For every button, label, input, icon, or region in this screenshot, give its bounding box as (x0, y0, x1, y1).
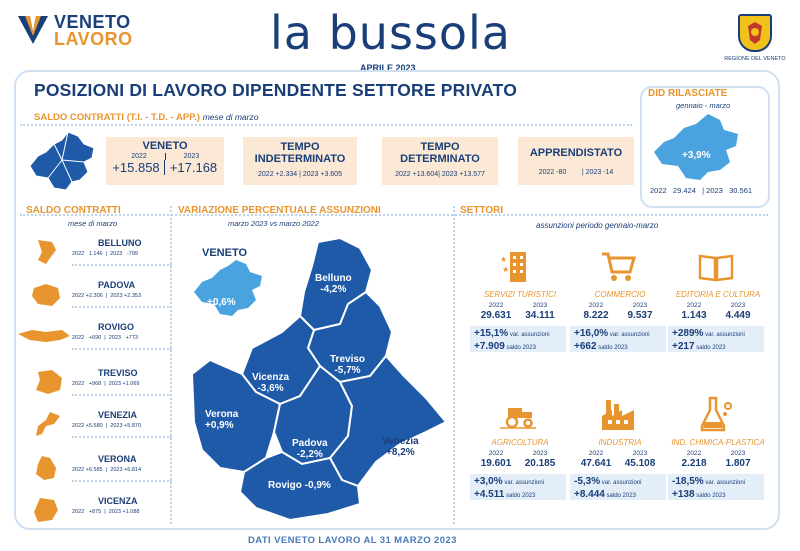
sector-v1: 8.222 (583, 310, 609, 321)
sector-y1: 2022 (686, 302, 702, 309)
sector-pct: +3,0% (474, 476, 503, 487)
did-subtitle: gennaio - marzo (676, 101, 731, 110)
logo-line1: VENETO (54, 12, 131, 32)
prov-vals: 2022 +690 | 2023 +773 (72, 335, 138, 341)
sector-y2: 2023 (632, 450, 648, 457)
sector-v2: 1.807 (725, 458, 751, 469)
sector-v2: 4.449 (725, 310, 751, 321)
tractor-icon (500, 396, 536, 432)
prov-name: PADOVA (98, 280, 136, 290)
card-app-label: APPRENDISTATO (529, 147, 623, 159)
sector-name: AGRICOLTURA (491, 438, 549, 447)
venezia-map-icon (24, 410, 68, 438)
sector-stats (570, 326, 666, 352)
divider (20, 124, 632, 126)
cart-icon (600, 248, 636, 284)
veneto-pct: +0,6% (207, 297, 236, 308)
sector-saldo-label: saldo 2023 (506, 345, 536, 351)
prov-name: VICENZA (98, 496, 138, 506)
region-name-vicenza: Vicenza (252, 372, 290, 383)
sector-name: EDITORIA E CULTURA (675, 290, 761, 299)
did-map-icon (652, 112, 748, 182)
factory-icon (600, 396, 636, 432)
card-app-vals: 2022 -80 | 2023 -14 (538, 169, 614, 176)
region-name-rovigo: Rovigo (268, 480, 302, 491)
did-pct: +3,9% (682, 150, 711, 161)
issue-date: APRILE 2023 (360, 63, 416, 73)
prov-row-padova (24, 276, 168, 316)
sector-stats (570, 474, 666, 500)
verona-map-icon (24, 454, 68, 482)
sector-saldo-label: saldo 2023 (696, 493, 726, 499)
prov-name: VENEZIA (98, 410, 138, 420)
saldo-title (34, 112, 258, 123)
card-td-label2: DETERMINATO (400, 153, 480, 165)
region-name-venezia: Venezia (382, 436, 419, 447)
sector-pct-label: var. assunzioni (509, 332, 550, 338)
sector-v1: 29.631 (480, 310, 512, 321)
sector-saldo: +662 (574, 341, 597, 352)
prov-vals: 2022 +2.306 | 2023 +2.353 (72, 293, 142, 299)
veneto-lavoro-logo (16, 12, 50, 46)
sector-pct: -18,5% (672, 476, 704, 487)
card-apprendistato (518, 137, 634, 185)
did-title: DID RILASCIATE (648, 88, 728, 99)
sector-saldo-label: saldo 2023 (598, 345, 628, 351)
divider (72, 436, 172, 438)
card-td-vals: 2022 +13.604| 2023 +13.577 (395, 171, 485, 178)
prov-row-vicenza (24, 492, 168, 532)
settori-subtitle: assunzioni periodo gennaio-marzo (536, 221, 659, 230)
prov-row-belluno (24, 234, 168, 274)
prov-row-verona (24, 450, 168, 490)
sector-name: COMMERCIO (594, 290, 646, 299)
region-name-verona: Verona (205, 409, 239, 420)
region-pct-verona: +0,9% (205, 420, 234, 431)
page-title: POSIZIONI DI LAVORO DIPENDENTE SETTORE PRIVATO (34, 80, 518, 100)
region-pct-vicenza: -3,6% (257, 383, 284, 394)
divider (72, 394, 172, 396)
sector-stats (470, 474, 566, 500)
prov-vals: 2022 +875 | 2023 +1.088 (72, 509, 140, 515)
sector-y1: 2022 (488, 302, 504, 309)
sector-y2: 2023 (532, 450, 548, 457)
divider (72, 480, 172, 482)
sector-name: SERVIZI TURISTICI (483, 290, 557, 299)
sector-y2: 2023 (730, 302, 746, 309)
sector-y1: 2022 (588, 450, 604, 457)
sector-y2: 2023 (632, 302, 648, 309)
sector-v1: 2.218 (681, 458, 707, 469)
region-name-padova: Padova (292, 438, 328, 449)
footer-note: DATI VENETO LAVORO AL 31 MARZO 2023 (248, 535, 457, 546)
divider (72, 306, 172, 308)
divider (72, 264, 172, 266)
building-icon (500, 248, 536, 284)
card-td-label1: TEMPO (420, 141, 460, 153)
region-pct-treviso: -5,7% (334, 365, 361, 376)
region-name-treviso: Treviso (330, 354, 366, 365)
card-veneto (106, 137, 224, 185)
prov-name: TREVISO (98, 368, 138, 378)
card-ti-label1: TEMPO (280, 141, 320, 153)
card-veneto-y1: 2022 (131, 153, 147, 160)
sector-v2: 34.111 (525, 310, 555, 321)
prov-row-treviso (24, 364, 168, 404)
veneto-label: VENETO (202, 247, 248, 259)
prov-name: VERONA (98, 454, 137, 464)
prov-row-rovigo (16, 318, 160, 358)
variazione-title: VARIAZIONE PERCENTUALE ASSUNZIONI (178, 205, 381, 216)
saldo-title-text: SALDO CONTRATTI (T.I. - T.D. - APP.) (34, 112, 201, 123)
sector-saldo: +8.444 (574, 489, 605, 500)
variazione-subtitle: marzo 2023 vs marzo 2022 (228, 219, 319, 228)
sector-y1: 2022 (488, 450, 504, 457)
sector-name: IND. CHIMICA-PLASTICA (671, 438, 765, 447)
prov-vals: 2022 +5.580 | 2023 +5.870 (72, 423, 142, 429)
veneto-map-icon (28, 130, 100, 192)
map-label-rovigo (268, 480, 331, 491)
card-veneto-v1: +15.858 (112, 160, 160, 175)
card-tempo-determinato (382, 137, 498, 185)
sector-pct: +16,0% (574, 328, 609, 339)
prov-name: ROVIGO (98, 322, 135, 332)
sector-pct: +15,1% (474, 328, 509, 339)
flask-icon (698, 396, 734, 432)
card-ti-label2: INDETERMINATO (254, 153, 346, 165)
sector-v2: 20.185 (524, 458, 556, 469)
did-values: 2022 29.424 | 2023 30.561 (650, 186, 753, 195)
divider (72, 348, 172, 350)
svg-text:★: ★ (502, 265, 510, 274)
prov-section-title: SALDO CONTRATTI (26, 205, 121, 216)
logo-text (54, 14, 133, 48)
prov-vals: 2022 1.146 | 2023 -799 (72, 251, 138, 257)
map-label-vicenza (252, 372, 289, 394)
sector-v1: 47.641 (580, 458, 612, 469)
card-tempo-indeterminato (243, 137, 357, 185)
treviso-map-icon (24, 368, 68, 396)
prov-vals: 2022 +6.585 | 2023 +6.814 (72, 467, 142, 473)
region-crest-icon (738, 14, 772, 52)
sector-name: INDUSTRIA (598, 438, 642, 447)
sector-pct: +289% (672, 328, 704, 339)
map-label-belluno (315, 273, 352, 295)
sector-saldo: +217 (672, 341, 695, 352)
sector-saldo: +4.511 (474, 489, 505, 500)
sector-v1: 19.601 (480, 458, 512, 469)
sector-pct-label: var. assunzioni (504, 480, 545, 486)
region-pct-venezia: +8,2% (386, 447, 415, 458)
card-veneto-y2: 2023 (165, 153, 217, 160)
prov-name: BELLUNO (98, 238, 142, 248)
sector-y2: 2023 (532, 302, 548, 309)
sector-stats (668, 326, 764, 352)
card-ti-vals: 2022 +2.334 | 2023 +3.605 (258, 171, 342, 178)
sector-saldo-label: saldo 2023 (696, 345, 726, 351)
divider (170, 206, 172, 524)
sector-stats (668, 474, 764, 500)
rovigo-map-icon (16, 322, 72, 350)
logo-line2: LAVORO (54, 29, 133, 49)
map-label-venezia (382, 436, 419, 458)
sector-pct-label: var. assunzioni (601, 480, 642, 486)
prov-vals: 2022 +968 | 2023 +1.069 (72, 381, 140, 387)
sector-pct-label: var. assunzioni (705, 332, 745, 338)
region-name-belluno: Belluno (315, 273, 352, 284)
sector-pct: -5,3% (574, 476, 601, 487)
settori-title: SETTORI (460, 205, 504, 216)
card-veneto-v2: +17.168 (164, 160, 222, 175)
sector-saldo: +138 (672, 489, 695, 500)
sector-pct-label: var. assunzioni (705, 480, 746, 486)
map-label-verona (205, 409, 238, 431)
card-veneto-label: VENETO (142, 140, 188, 152)
book-icon (698, 248, 734, 284)
belluno-map-icon (24, 238, 68, 266)
sector-y1: 2022 (588, 302, 604, 309)
region-pct-rovigo: -0,9% (304, 480, 331, 491)
map-label-treviso (330, 354, 365, 376)
region-name: REGIONE DEL VENETO (724, 56, 786, 62)
saldo-subtitle: mese di marzo (202, 112, 259, 122)
sector-y2: 2023 (730, 450, 746, 457)
svg-text:★: ★ (500, 255, 508, 264)
sector-v2: 9.537 (627, 310, 653, 321)
prov-section-subtitle: mese di marzo (68, 219, 118, 228)
sector-v1: 1.143 (681, 310, 707, 321)
sector-stats (470, 326, 566, 352)
divider (20, 214, 768, 216)
vicenza-map-icon (24, 496, 68, 524)
sector-saldo-label: saldo 2023 (606, 493, 636, 499)
brand-title: la bussola (270, 6, 511, 60)
sector-pct-label: var. assunzioni (609, 332, 650, 338)
sector-saldo-label: saldo 2023 (505, 493, 536, 499)
sector-v2: 45.108 (624, 458, 656, 469)
region-pct-padova: -2,2% (296, 449, 323, 460)
padova-map-icon (24, 280, 68, 308)
sector-y1: 2022 (686, 450, 702, 457)
divider (453, 206, 455, 524)
region-pct-belluno: -4,2% (320, 284, 347, 295)
prov-row-venezia (24, 406, 168, 446)
sector-saldo: +7.909 (474, 341, 505, 352)
map-label-padova (292, 438, 328, 460)
